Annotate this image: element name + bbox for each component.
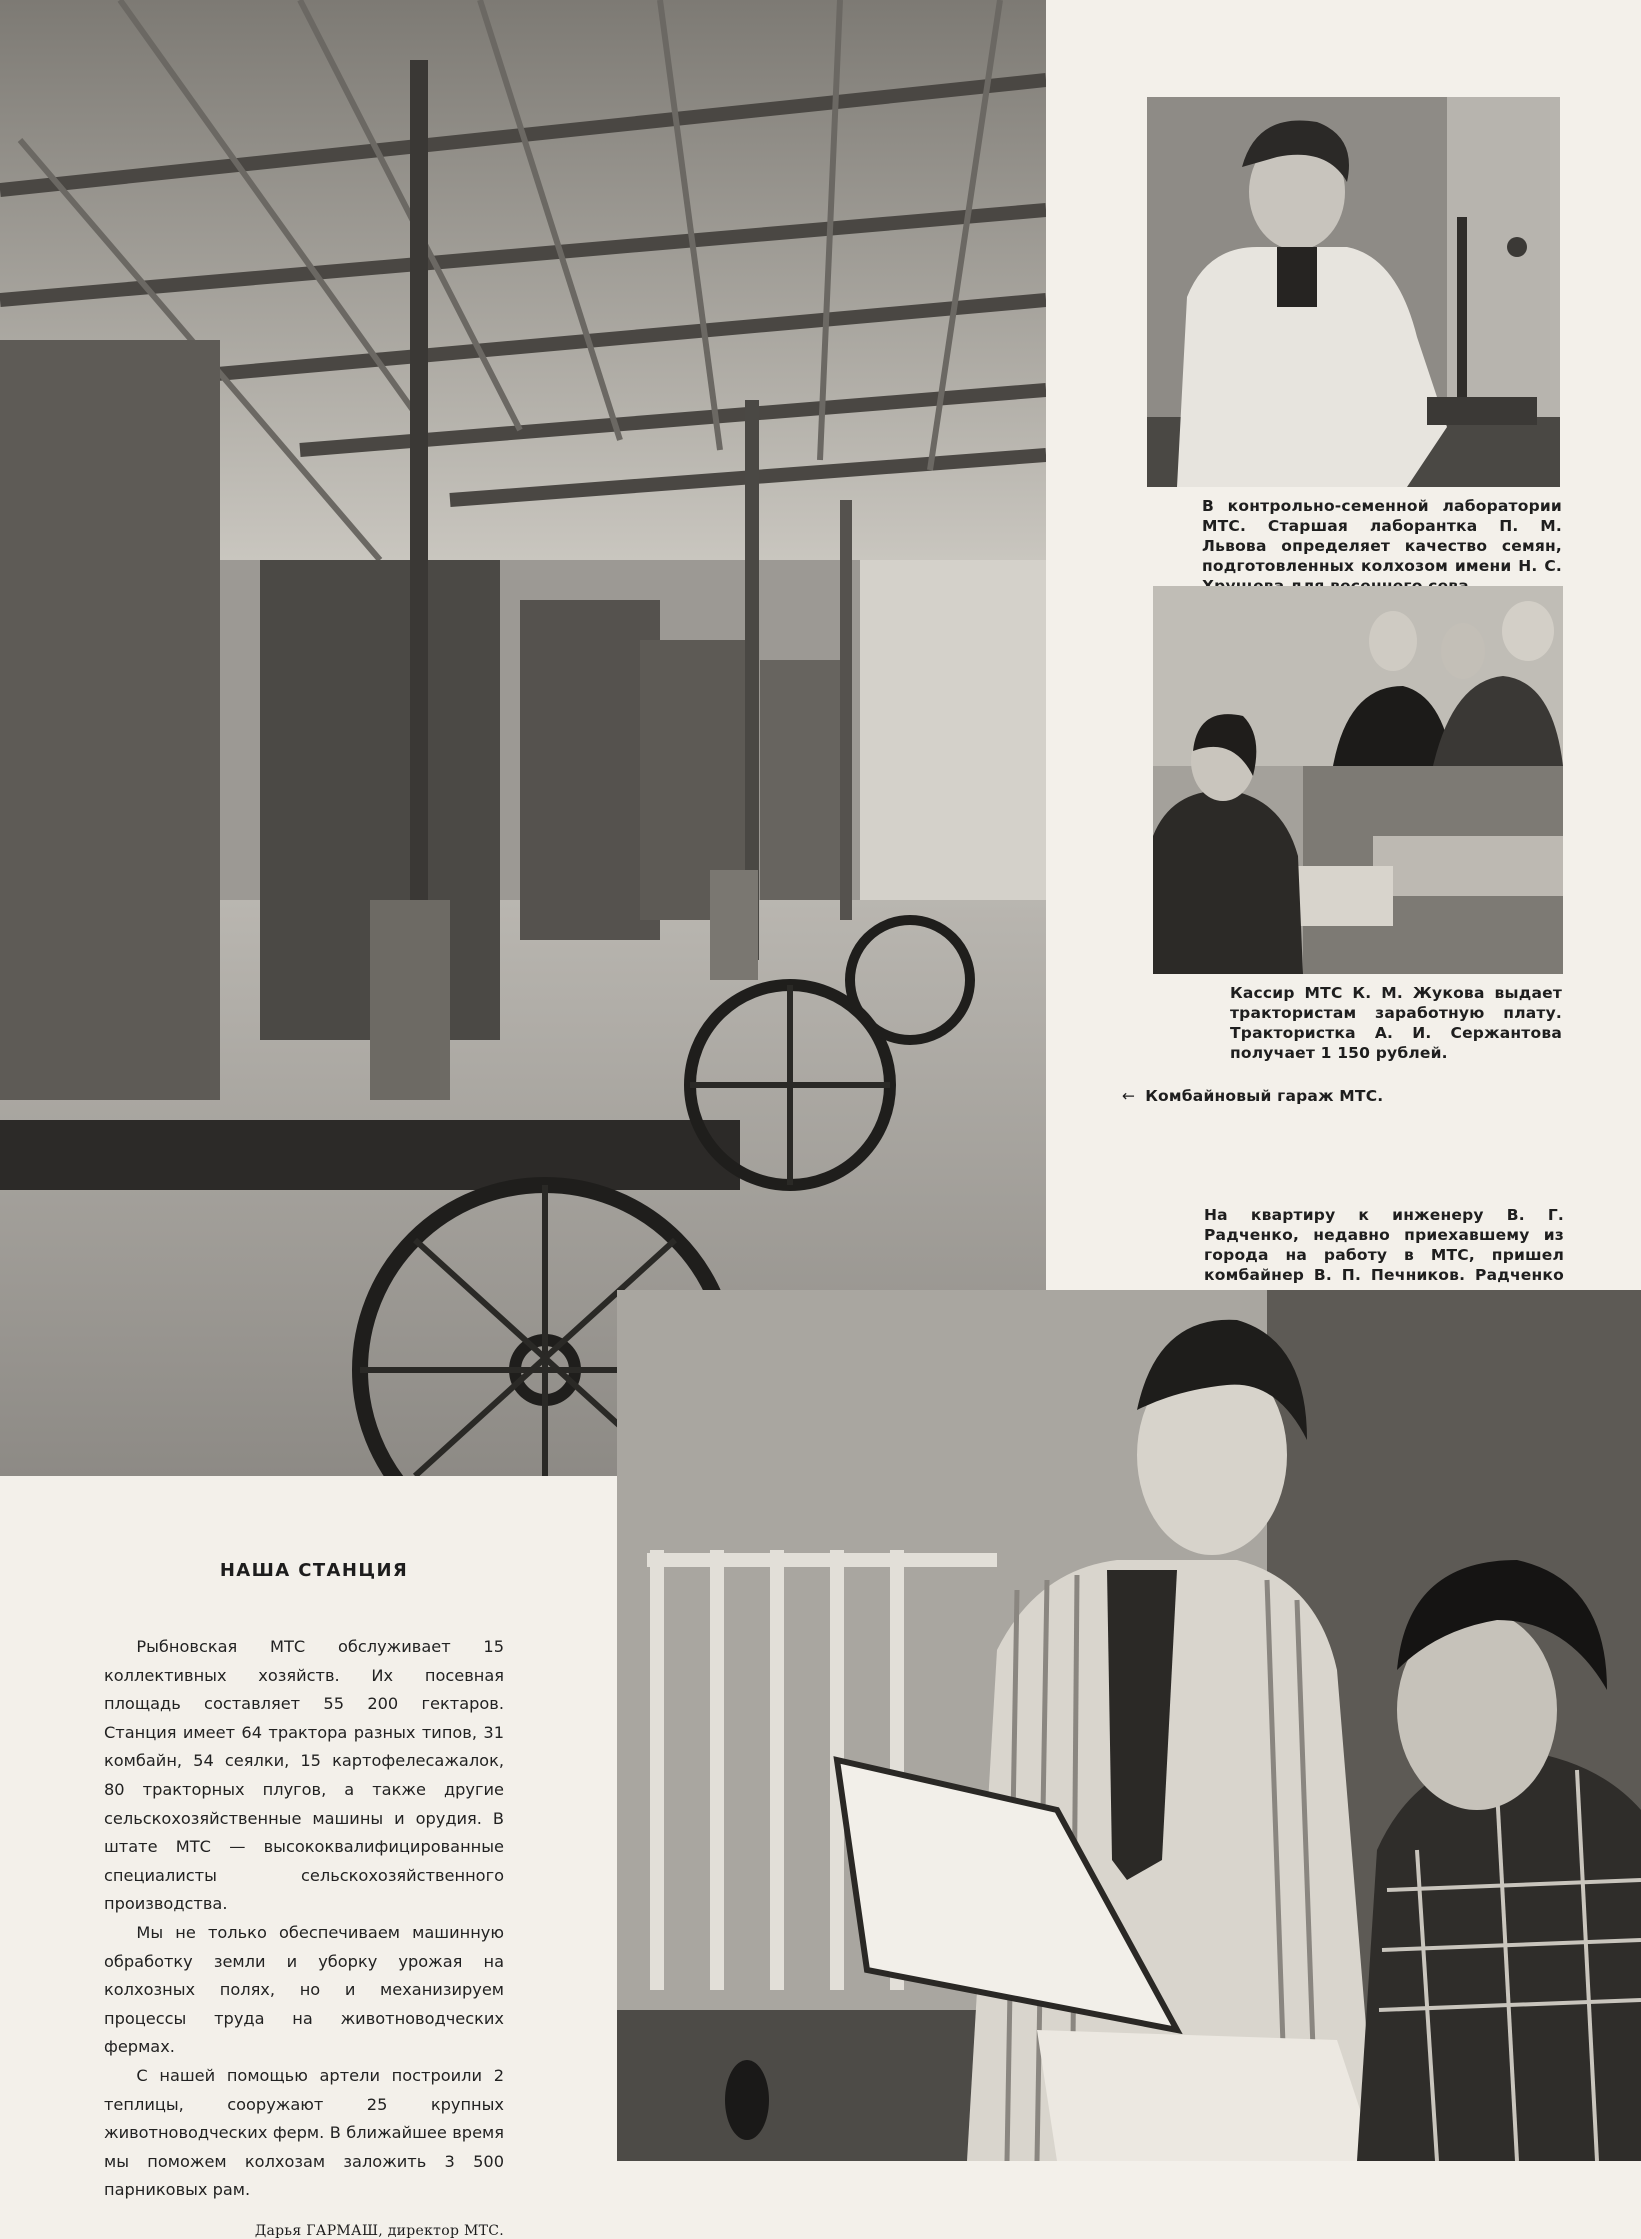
garage-photo-caption	[1122, 1086, 1422, 1106]
engineers-photo-caption: На квартиру к инженеру В. Г. Радченко, недавно приехавшему из города на работу в МТС, пришел комбайнер В. П. Печников. Радченко	[1204, 1206, 1564, 1284]
article-paragraph: Рыбновская МТС обслуживает 15 коллективных хозяйств. Их посевная площадь составляет 55 200 гектаров. Станция имеет 64 трактора разных типов, 31 комбайн, 54 сеялки, 15 картофелесажалок, 80 тракторных плугов, а также другие сельскохозяйственные машины и орудия. В штате МТС — высококвалифицированные специалисты сельскохозяйственного производства.	[104, 1637, 504, 1914]
article-paragraph: Мы не только обеспечиваем машинную обработку земли и уборку урожая на колхозных полях, но и механизируем процессы труда на животноводческих фермах.	[104, 1922, 504, 2057]
article-nasha-stanciya	[104, 1560, 504, 2239]
engineers-books-photo	[617, 1290, 1641, 2161]
cashier-photo-caption: Кассир МТС К. М. Жукова выдает трактористам заработную плату. Трактористка А. И. Сержантова получает 1 150 рублей.	[1230, 984, 1562, 1062]
left-arrow-icon: ←	[1122, 1087, 1136, 1105]
cashier-payday-photo	[1153, 586, 1563, 974]
seed-laboratory-photo	[1147, 97, 1560, 487]
article-paragraph: С нашей помощью артели построили 2 теплицы, сооружают 25 крупных животноводческих ферм. В ближайшее время мы поможем колхозам заложить 3 500 парниковых рам.	[104, 2065, 504, 2200]
garage-caption-text: Комбайновый гараж МТС.	[1145, 1087, 1384, 1105]
article-signature: Дарья ГАРМАШ, директор МТС.	[254, 2222, 504, 2239]
combine-garage-photo	[0, 0, 1046, 1476]
lab-photo-caption: В контрольно-семенной лаборатории МТС. Старшая лаборантка П. М. Львова определяет качество семян, подготовленных колхозом имени Н. С.	[1202, 497, 1562, 575]
article-title: НАША СТАНЦИЯ	[219, 1560, 409, 1581]
